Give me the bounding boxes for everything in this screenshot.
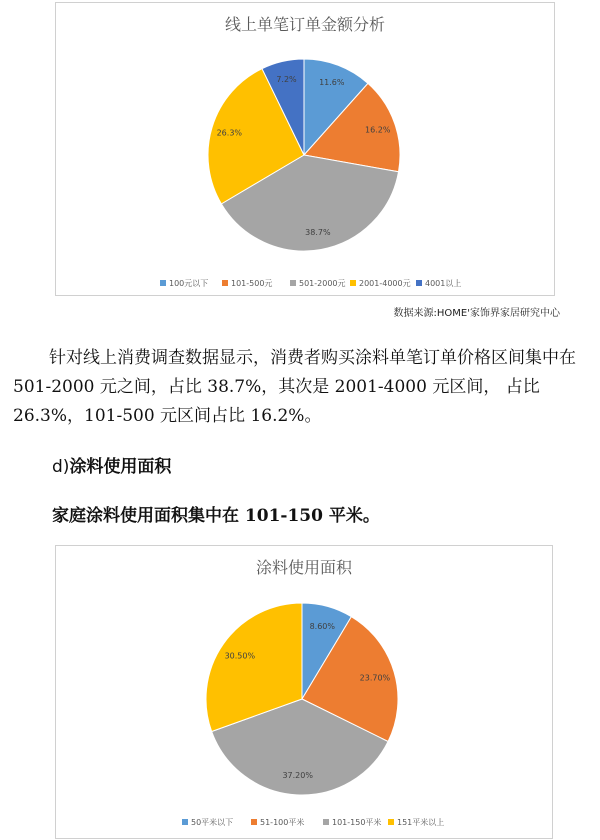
- legend-label: 101-500元: [231, 279, 273, 288]
- order-amount-chart: [55, 2, 555, 296]
- section-heading-prefix: d): [52, 457, 70, 477]
- slice-data-label: 38.7%: [305, 227, 331, 237]
- legend-label: 151平米以上: [397, 818, 445, 827]
- legend-label: 4001以上: [425, 279, 462, 288]
- legend-swatch: [290, 280, 296, 286]
- legend-swatch: [222, 280, 228, 286]
- slice-data-label: 11.6%: [319, 78, 345, 88]
- analysis-paragraph: 针对线上消费调查数据显示，消费者购买涂料单笔订单价格区间集中在 501-2000 元之间，占比 38.7%，其次是 2001-4000 元区间， 占比 26.3%，101-500 元区间占比 16.2%。: [13, 348, 576, 426]
- legend-label: 100元以下: [169, 279, 209, 288]
- legend-swatch: [251, 819, 257, 825]
- bold-statement: 家庭涂料使用面积集中在 101-150 平米。: [52, 506, 380, 526]
- slice-data-label: 30.50%: [224, 651, 256, 661]
- legend-swatch: [323, 819, 329, 825]
- section-heading-text: 涂料使用面积: [69, 457, 172, 477]
- slice-data-label: 7.2%: [276, 74, 297, 84]
- slice-data-label: 26.3%: [216, 128, 243, 138]
- legend-swatch: [416, 280, 422, 286]
- legend-swatch: [350, 280, 356, 286]
- order-amount-chart-svg: [56, 3, 554, 295]
- legend-swatch: [388, 819, 394, 825]
- data-source-note: 数据来源:HOME'家饰界家居研究中心: [393, 308, 560, 319]
- section-heading: [52, 452, 171, 477]
- slice-data-label: 23.70%: [359, 673, 391, 683]
- legend-label: 2001-4000元: [359, 279, 411, 288]
- slice-data-label: 16.2%: [365, 125, 391, 135]
- chart-title: 涂料使用面积: [255, 558, 353, 577]
- legend-label: 501-2000元: [299, 279, 346, 288]
- legend-label: 50平米以下: [191, 818, 234, 827]
- paint-area-chart: [55, 545, 553, 839]
- chart-title: 线上单笔订单金额分析: [224, 15, 386, 34]
- slice-data-label: 8.60%: [309, 621, 335, 631]
- paint-area-chart-svg: [56, 546, 552, 838]
- legend-swatch: [160, 280, 166, 286]
- legend-label: 101-150平米: [332, 818, 382, 827]
- legend-label: 51-100平米: [260, 818, 305, 827]
- legend-swatch: [182, 819, 188, 825]
- slice-data-label: 37.20%: [282, 770, 313, 780]
